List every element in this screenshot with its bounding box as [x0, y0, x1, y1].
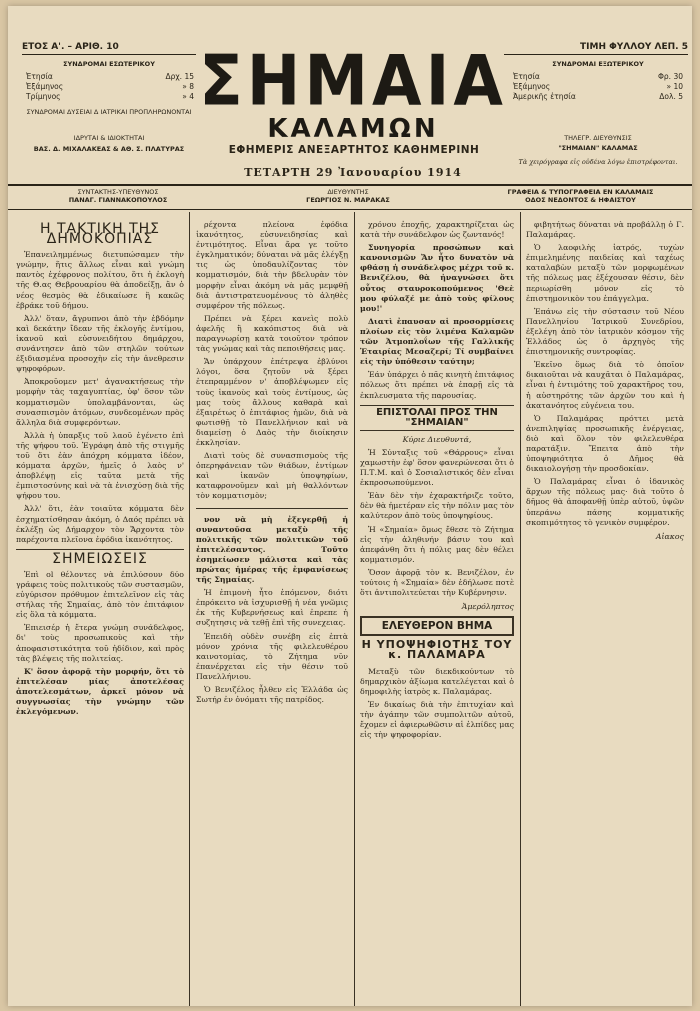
paragraph: φιβητήτως δύναται νὰ προβάλλῃ ὁ Γ. Παλαμάρας. [526, 220, 684, 240]
paragraph: Ἐν δικαίως διὰ τὴν ἐπιτυχίαν καὶ τὴν ἀγάπην τῶν συμπολιτῶν αὐτοῦ, ἔχομεν εἰ ἀφιερωθῶσιν αἱ ἐλπίδες μας εἰς τὴν ψηφοφορίαν. [360, 699, 514, 740]
masthead-city: ΚΑΛΑΜΩΝ [267, 114, 439, 144]
header-rule [8, 184, 692, 186]
column-2 [196, 220, 348, 1000]
paragraph: ρέχοντα πλείονα ἐφόδια ἱκανότητος, εὐσυνειδησίας καὶ ἐντιμότητος. Εἶναι ἄρα γε τοῦτο ἐγκληματικόν; δύναται νὰ μᾶς ἐλέγξῃ τις ὡς ὑποδαυλίζοντας τὸν κομματισμόν, διὰ τὴν βδελυρὰν τὸν μορφὴν εἶναι ἀκόμη νὰ μᾶς μεμφθῇ διὰ ἀντιστρατευομένους τὸ ἀληθὲς συμφέρον τῆς πόλεως. [196, 220, 348, 310]
article-title-tactics: Η ΤΑΚΤΙΚΗ ΤΗΣ ΔΗΜΟΚΟΠΙΑΣ [39, 221, 161, 248]
paragraph: Ἐπειδὴ οὐδὲν συνέβη εἰς ἐπτὰ μόνον χρόνια τῆς φιλελευθέρου καινοτομίας, τὸ Ζήτημα νῦν ἐπανέρχεται εἰς τὴν θέσιν τοῦ Πανελλήνιου. [196, 631, 348, 681]
manuscripts-note: Τὰ χειρόγραφα εἰς οὐδένα λόγω ἐπιστρέφονται. [518, 158, 678, 166]
free-tribune-banner: ΕΛΕΥΘΕΡΟΝ ΒΗΜΑ [360, 616, 514, 636]
paragraph: Ἡ Σύνταξις τοῦ «Θάρρους» εἶναι χαμωστὴν ἐφ' ὅσον φανερώνεσαι ὅτι ὁ Π.Τ.Μ. καὶ ὁ Σοσιαλιστικός δὲν εἶναι ἐκπροσωπούμενοι. [360, 447, 514, 488]
column-3 [360, 220, 514, 1000]
paragraph: χρόνου ἐποχῆς, χαρακτηρίζεται ὡς κατὰ τὴν συνάδελφον ὡς ζωντανός! [360, 220, 514, 240]
paragraph: Ἀλλ' ὅτι, ἐὰν τοιαῦτα κόμματα δὲν ἐσχηματίσθησαν ἀκόμη, ὁ Δαός πρέπει νὰ ἐκλέξῃ ὡς Δήμαρχον τὸν Ἄρχοντα τὸν παρέχοντα πλεῖονα ἐφόδια ἱκανότητος. [16, 504, 184, 544]
paragraph: Μεταξὺ τῶν διεκδικούντων τὸ δημαρχικὸν ἀξίωμα κατελέγεται καὶ ὁ δημοφιλὴς ἰατρὸς κ. Παλαμάρας. [360, 666, 514, 696]
signature: Αἰακος [655, 531, 684, 541]
paragraph: Διατὶ τοὺς δὲ συνασπισμοὺς τῆς ὀπερηφάνειαν τῶν θιάδων, ἐντίμων καὶ ἱκανῶν ὑποψηφίων, καταφρονοῦμεν καὶ μὴ θαλλόντων τὸν κομματισμὸν; [196, 451, 348, 501]
office-box: ΓΡΑΦΕΙΑ & ΤΥΠΟΓΡΑΦΕΙΑ ΕΝ ΚΑΛΑΜΑΙΣ ΟΔΟΣ ΝΕΔΟΝΤΟΣ & ΗΦΑΙΣΤΟΥ [507, 188, 654, 204]
paragraph: Ἐάν ὑπάρχει ὁ πᾶς κινητὴ ἐπιτάφιος πόλεως ὅτι πρέπει νὰ ἐπαρῇ εἰς τὰ ἐκπλευσματα τῆς παρουσίας. [360, 370, 514, 400]
header-rule-2 [8, 209, 692, 210]
paragraph: Ἐὰν δὲν τὴν ἐχαρακτήριζε τοῦτο, δὲν θὰ ἠμετέραν εἰς τὴν πόλιν μας τὸν καλύτερον ἀπὸ τοὺς ὑποψηφίους. [360, 491, 514, 521]
paragraph: Ὁ Παλαμάρας εἶναι ὁ ἰδανικὸς ἄρχων τῆς πόλεως μας· διὰ τοῦτο ὁ δῆμος θὰ ἀποφανθῇ ὑπὲρ αὐτοῦ, ὑψῶν ὑπεράνω πάσης κομματικῆς σκοπιμότητος τὸ γενικὸν συμφέρον. [526, 477, 684, 527]
candidacy-title: Η ΥΠΟΨΗΦΙΟΤΗΣ ΤΟΥ κ. ΠΑΛΑΜΑΡΑ [361, 638, 513, 662]
notes-title: ΣΗΜΕΙΩΣΕΙΣ [16, 549, 184, 564]
paragraph: Ὅσον ἀφορᾷ τὸν κ. Βενιζέλον, ἐν τούτοις ἡ «Σημαία» δὲν ἐδήλωσε ποτὲ ὅτι ἀντιπολιτεύεται τὴν Κυβέρνησιν. [360, 567, 514, 598]
paragraph: Ἡ «Σημαία» ὅμως ἔθεσε τὸ Ζήτημα εἰς τὴν ἀληθινήν βάσιν του καὶ ἀπεφάνθη ὅτι ἡ πόλις μας δὲν θέλει κομματισμόν. [360, 524, 514, 564]
paragraph: νον νὰ μὴ ἐξεγερθῇ ἡ συναντοῦσα μεταξὺ τῆς πολιτικῆς τῶν πολιτικῶν τοῦ ἐπιτελέσαντος. Τοῦτο ἐσημείωσεν μάλιστα καὶ τὰς πρώτας ἡμέρας τῆς ἐμφανίσεως τῆς Σημαίας. [196, 514, 348, 585]
masthead-tagline: ΕΦΗΜΕΡΙΣ ΑΝΕΞΑΡΤΗΤΟΣ ΚΑΘΗΜΕΡΙΝΗ [228, 144, 480, 156]
paragraph: Ἐπανειλημμένως διετυπώσαμεν τὴν γνώμην, ἥτις ἄλλως εἶναι καὶ γνώμη παντὸς ἐχέφρονος πολίτου, ὅτι ἡ ἐκλογὴ τῆς Θ.ας Θεβρουαρίου θὰ ἀποδείξῃ, ἂν ὁ νέος θεσμὸς θὰ ἐδικαίωσε ἢ κακῶς ἐβράκε τοῦ δήμου. [16, 250, 184, 310]
telegraph-address: "ΣΗΜΑΙΑΝ" ΚΑΛΑΜΑΣ [558, 144, 638, 152]
subscriptions-foreign-title: ΣΥΝΔΡΟΜΑΙ ΕΞΩΤΕΡΙΚΟΥ [552, 60, 644, 68]
paragraph: Κ' ὅσον ἀφορᾷ τὴν μορφήν, ὅτι τὸ ἐπιτελέσαν μίας ἀποτελέσας ἀποτελεσμάτων, ἀρκεῖ μόνον νὰ συγγνωσίας τὴν γνώμην τῶν ἐκλεγόμενων. [16, 666, 184, 717]
prepaid-note: ΣΥΝΔΡΟΜΑΙ ΔΥΣΕΙΑΙ Δ ΙΑΤΡΙΚΑΙ ΠΡΟΠΛΗΡΩΝΟΝΤΑΙ [26, 108, 192, 116]
paragraph: Ὁ Βενιζέλος ἦλθεν εἰς Ἑλλάδα ὡς Σωτήρ ἐν ὀνόματι τῆς πατρίδος. [196, 685, 348, 705]
paragraph: Πρέπει νὰ ξέρει κανεὶς πολὺ ἀφελῆς ἢ κακόπιστος διὰ νὰ παραγνωρίσῃ κατὰ τοιοῦτον τρόπον τὰς γνώμας καὶ τὰς πεποιθήσεις μας. [196, 313, 348, 354]
subscriptions-foreign: Ἐτησία Φρ. 30 Ἐξάμηνος » 10 Ἀμερικῆς ἐτησία Δολ. 5 [513, 72, 683, 101]
subscriptions-domestic: Ἐτησία Δρχ. 15 Ἐξάμηνος » 8 Τρίμηνος » 4 [26, 72, 194, 101]
price: ΤΙΜΗ ΦΥΛΛΟΥ ΛΕΠ. 5 [580, 42, 688, 52]
paragraph: Ἡ ἐπιμονὴ ἦτο ἑπόμενον, διότι ἐπρόκειτο νὰ ἰσχυρισθῇ ἡ νέα γνῶμις ἐκ τῆς Κυβερνήσεως καὶ ἐπρεπε ἡ συζητησις νὰ τεθῇ ἐπὶ τῆς συνεχειας. [196, 588, 348, 628]
paragraph: Ὁ Παλαμάρας πρόττει μετὰ ἀνεπιληψίας προσωπικῆς ἐνέργειας, διὸ καὶ ὅλον τὸν φιλελευθέρα παρατάξιν. Ἔπειτα ἀπὸ τὴν ὑποψηφιότητα ὁ Δῆμος θὰ δικαιολογήσῃ τὴν προσδοκίαν. [526, 413, 684, 474]
newspaper-page [8, 6, 692, 1006]
greeting: Κύριε Διευθυντά, [402, 434, 472, 444]
paragraph: Διατὶ ἐπαυσαν αἱ προσορμίσεις πλοίων εἰς τὸν λιμένα Καλαμῶν τῶν Ἀτμοπλοΐων τῆς Γαλλικῆς Ἑταιρίας Μεσαζερί; Τί συμβαίνει εἰς τὴν ὑπόθεσιν ταύτην; [360, 316, 514, 367]
signature: Ἀμερόληπτος [461, 602, 514, 612]
masthead-title: ΣΗΜΑΙΑ [199, 42, 507, 122]
issue-number: ΕΤΟΣ Α'. – ΑΡΙΘ. 10 [22, 42, 119, 52]
founders-title: ΙΔΡΥΤΑΙ & ΙΔΙΟΚΤΗΤΑΙ [73, 134, 145, 142]
masthead-area [8, 6, 692, 182]
telegraph-title: ΤΗΛΕΓΡ. ΔΙΕΥΘΥΝΣΙΣ [564, 134, 632, 142]
paragraph: Ἄν ὑπάρχουν ἐπέτρεψα ἐβλύνοι λόγοι, ὅσα ζητοῦν νὰ ξέρει ἐτεπραμμένον ν' ἀποβλέψωμεν εἰς τοὺς ἱκανοὺς καὶ τοὺς ἐντίμους, ὡς μας τοὺς ἄλλους καθαρὰ καὶ ἐξαιρέτως ὁ ἐπιτάφιος ἡμῶν, διὰ νὰ φωτισθῇ τὸ Πανελλήνιον καὶ νὰ διαμείσῃ ὁ Δαὸς τὴν διοίκησιν ἐκκλησίαν. [196, 357, 348, 447]
column-1 [16, 220, 184, 1000]
paragraph: Ἀλλὰ ἡ ὑπαρξις τοῦ λαοῦ ἐγένετο ἐπὶ τῆς ψήφου τοῦ. Ἐγράφη ἀπὸ τῆς στιγμῆς τοῦ ὅτι ἐὰν ἀπόχρη κόμματα ἰδέον, κόμματα ἀρχῶν, ἡμεῖς ὁ λαὸς ν' ἀποβλέψῃ εἰς ταῦτα μετὰ τῆς ἐμπιστοσύνης καὶ νὰ τὰ ἐνισχύσῃ διὰ τῆς ψήφου του. [16, 430, 184, 501]
paragraph: Ἀποκροῦομεν μετ' ἀγανακτήσεως τὴν μομφὴν τὰς ταχαγυπτίας, ὑφ' ὅσον τῶν κομματισμῶν ὑπολαμβάνονται, ὡς συνασπισμὸν ἀτόμων, συνδεομένων πρὸς ἄλληλα διὰ συμφερόντων. [16, 377, 184, 427]
paragraph: Συνηγορία προσώπων καὶ κανονισμῶν Ἄν ἦτο δυνατὸν νὰ φθάσῃ ἡ συνάδελφος μέχρι τοῦ κ. Βενιζέλου, θὰ ἠναγνώσει ὅτι οὗτος σταυροκοπούμενος 'Θεὲ μου φύλαξέ με ἀπὸ τοὺς φίλους μου!' [360, 243, 514, 313]
founders: ΒΑΣ. Δ. ΜΙΧΑΛΑΚΕΑΣ & ΑΘ. Σ. ΠΛΑΤΥΡΑΣ [33, 145, 185, 153]
paragraph: Ὁ λαοφιλὴς ἰατρός, τυχὼν ἐπιμελημένης παιδείας καὶ ταχέως καταλαβὼν μεταξὺ τῶν μορφωμένων τῆς πόλεως μας ἐξέχουσαν θέσιν, δὲν περιωρίσθη μόνον εἰς τὸ ἐπιστημονικὸν του ἐπάγγελμα. [526, 243, 684, 303]
subscriptions-domestic-title: ΣΥΝΔΡΟΜΑΙ ΕΣΩΤΕΡΙΚΟΥ [63, 60, 155, 68]
paragraph: Ἐπὶ ol θέλοντες νὰ ἐπιλύσουν δύο γράφεις τοὺς πολιτικοὺς τῶν συστασμῶν, εὐγύρισον πρόθυμον ἐπιτελεῖνον εἰς τὰς στήλας τῆς Σημαίας, ἀπὸ τὸν ἐπιτάφιον εἰς ὅλα τὰ κόμματα. [16, 569, 184, 620]
letters-section-title: ΕΠΙΣΤΟΛΑΙ ΠΡΟΣ ΤΗΝ "ΣΗΜΑΙΑΝ" [360, 405, 514, 431]
paragraph: Ἐπάνω εἰς τὴν σύστασιν τοῦ Νέου Πανελληνίου Ἰατρικοῦ Συνεδρίου, ἐξελέγη ἀπὸ τὸν ἱατρικὸν κόσμον τῆς Ἑλλάδος ὡς ὁ ἀρχηγὸς τῆς ἐπιστημονικῆς συντροφίας. [526, 306, 684, 357]
paragraph: Ἀλλ' ὅταν, ἄγρυπνοι ἀπὸ τὴν ἐβδόμην καὶ δεκάτην ἴδεαν τῆς ἐκλογῆς ἐντίμου, ἱκανοῦ καὶ εὐσυνειδήτου δημάρχου, συνάντησεν ἀπὸ τῶν στηλῶν τούτων ἐξιδιασμένα προσοχὴν εἰς τὴν ἀνεθρεσιν ψηφοφόρων. [16, 313, 184, 374]
column-4 [526, 220, 684, 1000]
editor-box: ΣΥΝΤΑΚΤΗΣ-ΥΠΕΥΘΥΝΟΣ ΠΑΝΑΓ. ΓΙΑΝΝΑΚΟΠΟΥΛΟΣ [68, 188, 168, 204]
issue-date: ΤΕΤΑΡΤΗ 29 Ἰανουαρίου 1914 [244, 166, 462, 179]
paragraph: Ἐκεῖνο ὅμως διὰ τὸ ὁποῖον δικαιοῦται νὰ καυχᾶται ὁ Παλαμάρας, εἶναι ἡ ἐντιμότης τοῦ χαρακτῆρος του, ἡ αὐστηρότης τῶν ἀρχῶν του καὶ ἡ ἀκατανόητος εὐγένεια του. [526, 360, 684, 410]
director-box: ΔΙΕΥΘΥΝΤΗΣ ΓΕΩΡΓΙΟΣ Ν. ΜΑΡΑΚΑΣ [306, 188, 390, 204]
paragraph: Ἐπιεισέρ ἡ ἔτερα γνώμη συνάδελφος, δι' τοὺς προσωπικοὺς καὶ τὴν ἀποφασιστικότητα τοῦ ἠδίδιον, καὶ πρὸς τὰς βλέψεις τῆς πολιτείας. [16, 623, 184, 663]
